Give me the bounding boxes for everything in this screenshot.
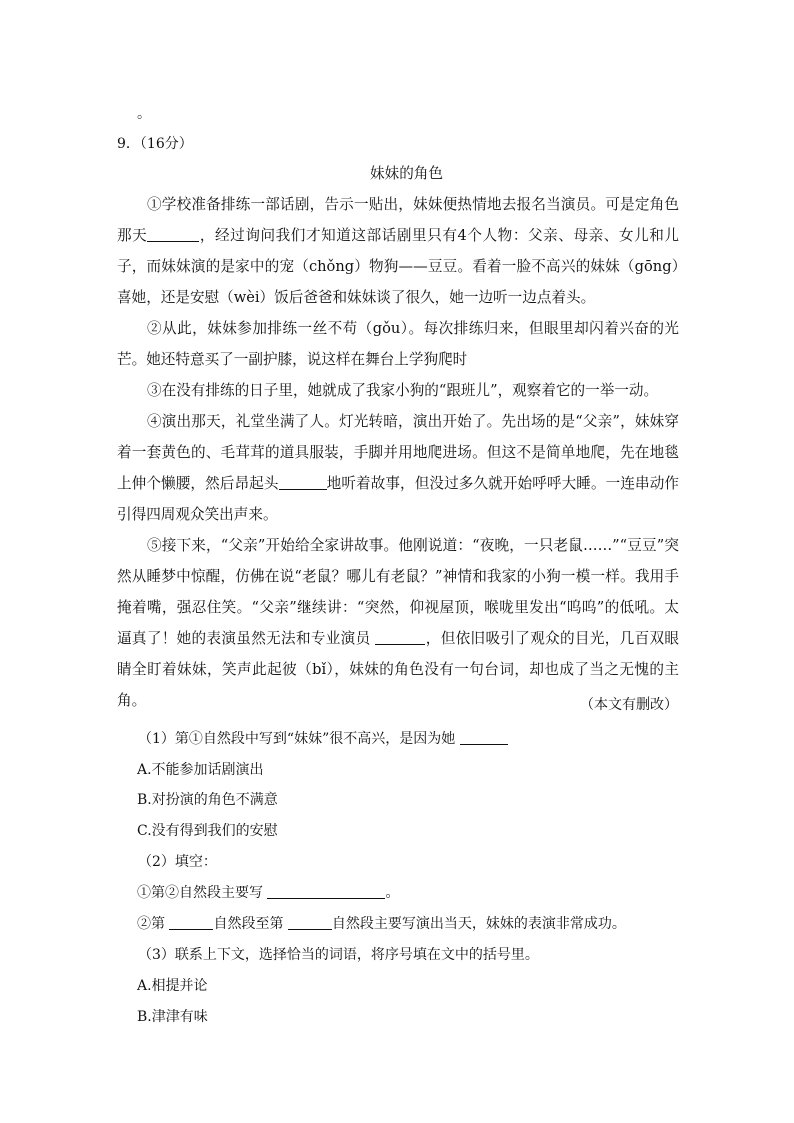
sub-question-3: （3）联系上下文，选择恰当的词语，将序号填在文中的括号里。 bbox=[138, 947, 539, 963]
paragraph-5: ⑤接下来，“父亲”开始给全家讲故事。他刚说道：“夜晚，一只老鼠……”“豆豆”突然从睡梦中惊醒，仿佛在说“老鼠？哪儿有老鼠？”神情和我家的小狗一模一样。我用手掩着嘴，强忍住笑。“父亲”继续讲：“突然，仰视屋顶，喉咙里发出“呜呜”的低吼。太逼真了！她的表演虽然无法和专业演员 ，但依旧吸引了观众的目光，几百双眼睛全盯着妹妹，笑声此起彼（bǐ），妹妹的角色没有一句台词，却也成了当之无愧的主角。 bbox=[117, 537, 679, 709]
answer-blank[interactable] bbox=[375, 630, 425, 645]
article-title: 妹妹的角色 bbox=[370, 165, 443, 182]
paragraph-2: ②从此，妹妹参加排练一丝不苟（gǒu）。每次排练归来，但眼里却闪着兴奋的光芒。她还特意买了一副护膝，说这样在舞台上学狗爬时 bbox=[117, 320, 679, 368]
answer-blank[interactable] bbox=[279, 475, 327, 490]
fill-line-1: ①第②自然段主要写 。 bbox=[137, 885, 400, 901]
option-c[interactable]: C.没有得到我们的安慰 bbox=[137, 823, 278, 839]
paragraph-1: ①学校准备排练一部话剧，告示一贴出，妹妹便热情地去报名当演员。可是定角色那天 ，经过询问我们才知道这部话剧里只有4个人物：父亲、母亲、女儿和儿子，而妹妹演的是家中的宠（chǒng）物狗——豆豆。看着一脸不高兴的妹妹（gōng）喜她，还是安慰（wèi）饭后爸爸和妹妹谈了很久，她一边听一边点着头。 bbox=[117, 196, 679, 306]
question-header: 9．（16分） bbox=[117, 136, 193, 152]
sub-question-1: （1）第①自然段中写到“妹妹”很不高兴，是因为她 bbox=[138, 729, 508, 749]
option-b[interactable]: B.对扮演的角色不满意 bbox=[137, 792, 278, 808]
paragraph-3: ③在没有排练的日子里，她就成了我家小狗的“跟班儿”，观察着它的一举一动。 bbox=[147, 382, 659, 399]
option-a[interactable]: A.不能参加话剧演出 bbox=[137, 762, 264, 778]
answer-blank[interactable] bbox=[460, 730, 508, 745]
answer-blank[interactable] bbox=[147, 227, 199, 242]
answer-blank[interactable] bbox=[288, 915, 332, 930]
option-b[interactable]: B.津津有味 bbox=[137, 1009, 208, 1025]
source-note: （本文有删改） bbox=[580, 697, 678, 713]
paragraph-4: ④演出那天，礼堂坐满了人。灯光转暗，演出开始了。先出场的是“父亲”，妹妹穿着一套黄色的、毛茸茸的道具服装，手脚并用地爬进场。但这不是简单地爬，先在地毯上伸个懒腰，然后昂起头 地听着故事，但没过多久就开始呼呼大睡。一连串动作引得四周观众笑出声来。 bbox=[117, 413, 679, 523]
option-a[interactable]: A.相提并论 bbox=[137, 978, 208, 994]
article-body bbox=[117, 189, 679, 716]
fill-line-2: ②第 自然段至第 自然段主要写演出当天，妹妹的表演非常成功。 bbox=[137, 916, 626, 932]
sub-question-2: （2）填空： bbox=[138, 854, 217, 870]
top-punctuation: 。 bbox=[137, 106, 151, 122]
answer-blank[interactable] bbox=[267, 884, 385, 899]
answer-blank[interactable] bbox=[169, 915, 213, 930]
